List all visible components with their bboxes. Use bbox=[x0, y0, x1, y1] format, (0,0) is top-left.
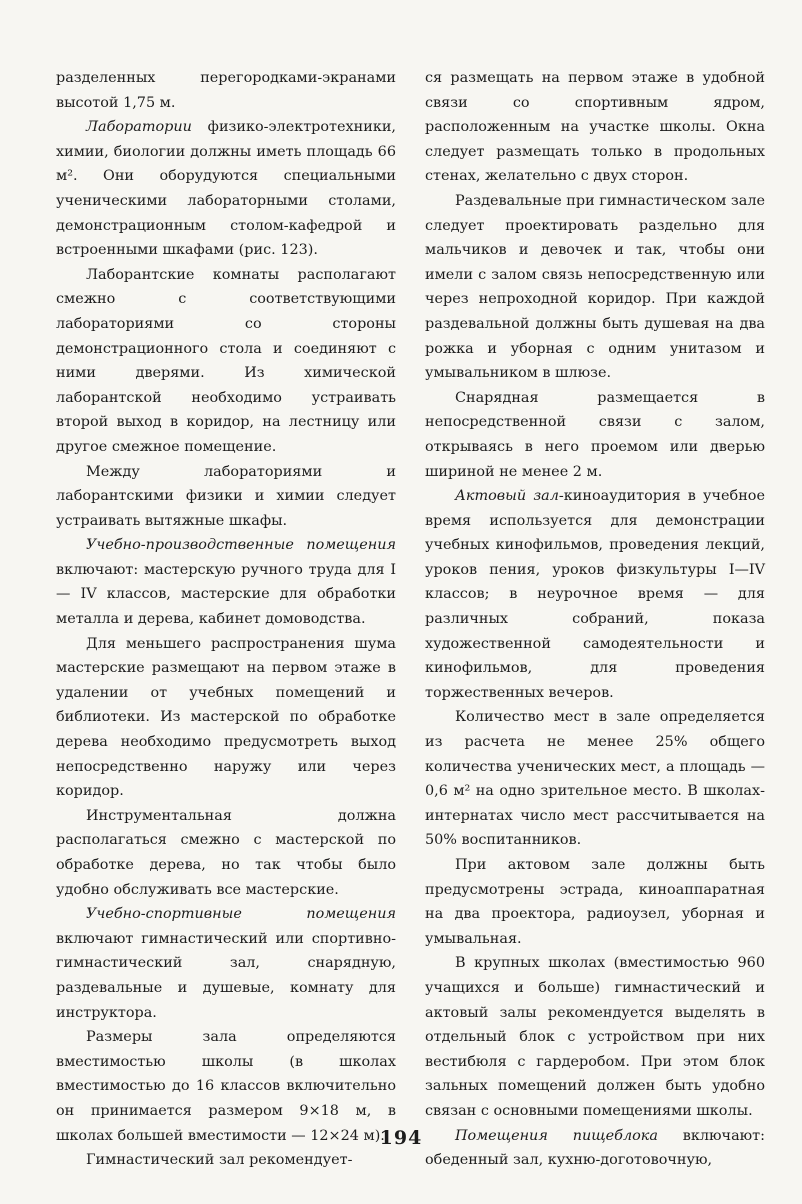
paragraph-lead: Помещения пищеблока bbox=[455, 1127, 658, 1144]
paragraph: Лаборантские комнаты располагают смежно с соответствующими лабораториями со стороны демонстрационного стола и соединяют с ними дверями. Из химической лаборантской необходимо устраивать второй выход в коридор, на лестницу или другое смежное помещение. bbox=[56, 266, 396, 455]
paragraph: В крупных школах (вместимостью 960 учащихся и больше) гимнастический и актовый залы рекомендуется выделять в отдельный блок с устройством при них вестибюля с гардеробом. При этом блок зальных помещений должен быть удобно связан с основными помещениями школы. bbox=[425, 955, 765, 1119]
paragraph: Размеры зала определяются вместимостью школы (в школах вместимостью до 16 классов включительно он принимается размером 9×18 м, в школах большей вместимости — 12×24 м). bbox=[56, 1029, 396, 1144]
paragraph: Инструментальная должна располагаться смежно с мастерской по обработке дерева, но так чтобы было удобно обслуживать все мастерские. bbox=[56, 807, 396, 898]
paragraph: Лаборатории физико-электротехники, химии, биологии должны иметь площадь 66 м². Они оборудуются специальными ученическими лабораторными столами, демонстрационным столом-кафедрой и встроенными шкафами (рис. 123). bbox=[56, 119, 396, 259]
paragraph: Снарядная размещается в непосредственной связи с залом, открываясь в него проемом или дверью шириной не менее 2 м. bbox=[425, 389, 765, 480]
paragraph: Учебно-производственные помещения включают: мастерскую ручного труда для I — IV классов, мастерские для обработки металла и дерева, кабинет домоводства. bbox=[56, 537, 396, 628]
paragraph: При актовом зале должны быть предусмотрены эстрада, киноаппаратная на два проектора, радиоузел, уборная и умывальная. bbox=[425, 857, 765, 947]
paragraph: Количество мест в зале определяется из расчета не менее 25% общего количества ученических мест, а площадь — 0,6 м² на одно зрительное место. В школах-интернатах число мест рассчитывается на 50% воспитанников. bbox=[425, 709, 765, 849]
paragraph: Помещения пищеблока включают: обеденный зал, кухню-доготовочную, bbox=[425, 1127, 765, 1169]
paragraph: Раздевальные при гимнастическом зале следует проектировать раздельно для мальчиков и девочек и так, чтобы они имели с залом связь непосредственную или через непроходной коридор. При каждой раздевальной должны быть душевая на два рожка и уборная с одним унитазом и умывальником в шлюзе. bbox=[425, 192, 765, 382]
paragraph-lead: Учебно-спортивные помещения bbox=[86, 906, 396, 923]
right-column bbox=[425, 66, 765, 1173]
page-number: 194 bbox=[379, 1127, 423, 1149]
paragraph-lead: Лаборатории bbox=[86, 119, 192, 136]
paragraph: Между лабораториями и лаборантскими физики и химии следует устраивать вытяжные шкафы. bbox=[56, 463, 396, 529]
paragraph: разделенных перегородками-экранами высотой 1,75 м. bbox=[56, 70, 396, 111]
left-column bbox=[56, 66, 396, 1173]
paragraph-lead: Актовый зал bbox=[455, 488, 559, 505]
paragraph: Гимнастический зал рекомендует- bbox=[86, 1152, 353, 1169]
paragraph: ся размещать на первом этаже в удобной связи со спортивным ядром, расположенным на участке школы. Окна следует размещать только в продольных стенах, желательно с двух сторон. bbox=[425, 70, 765, 185]
paragraph: Учебно-спортивные помещения включают гимнастический или спортивно-гимнастический зал, снарядную, раздевальные и душевые, комнату для инструктора. bbox=[56, 906, 396, 1021]
paragraph: Актовый зал-киноаудитория в учебное время используется для демонстрации учебных кинофильмов, проведения лекций, уроков пения, уроков физкультуры I—IV классов; в неурочное время — для различных собраний, показа художественной самодеятельности и кинофильмов, для проведения торжественных вечеров. bbox=[425, 488, 765, 701]
paragraph: Для меньшего распространения шума мастерские размещают на первом этаже в удалении от учебных помещений и библиотеки. Из мастерской по обработке дерева необходимо предусмотреть выход непосредственно наружу или через коридор. bbox=[56, 635, 396, 800]
paragraph-lead: Учебно-производственные помещения bbox=[86, 537, 396, 554]
